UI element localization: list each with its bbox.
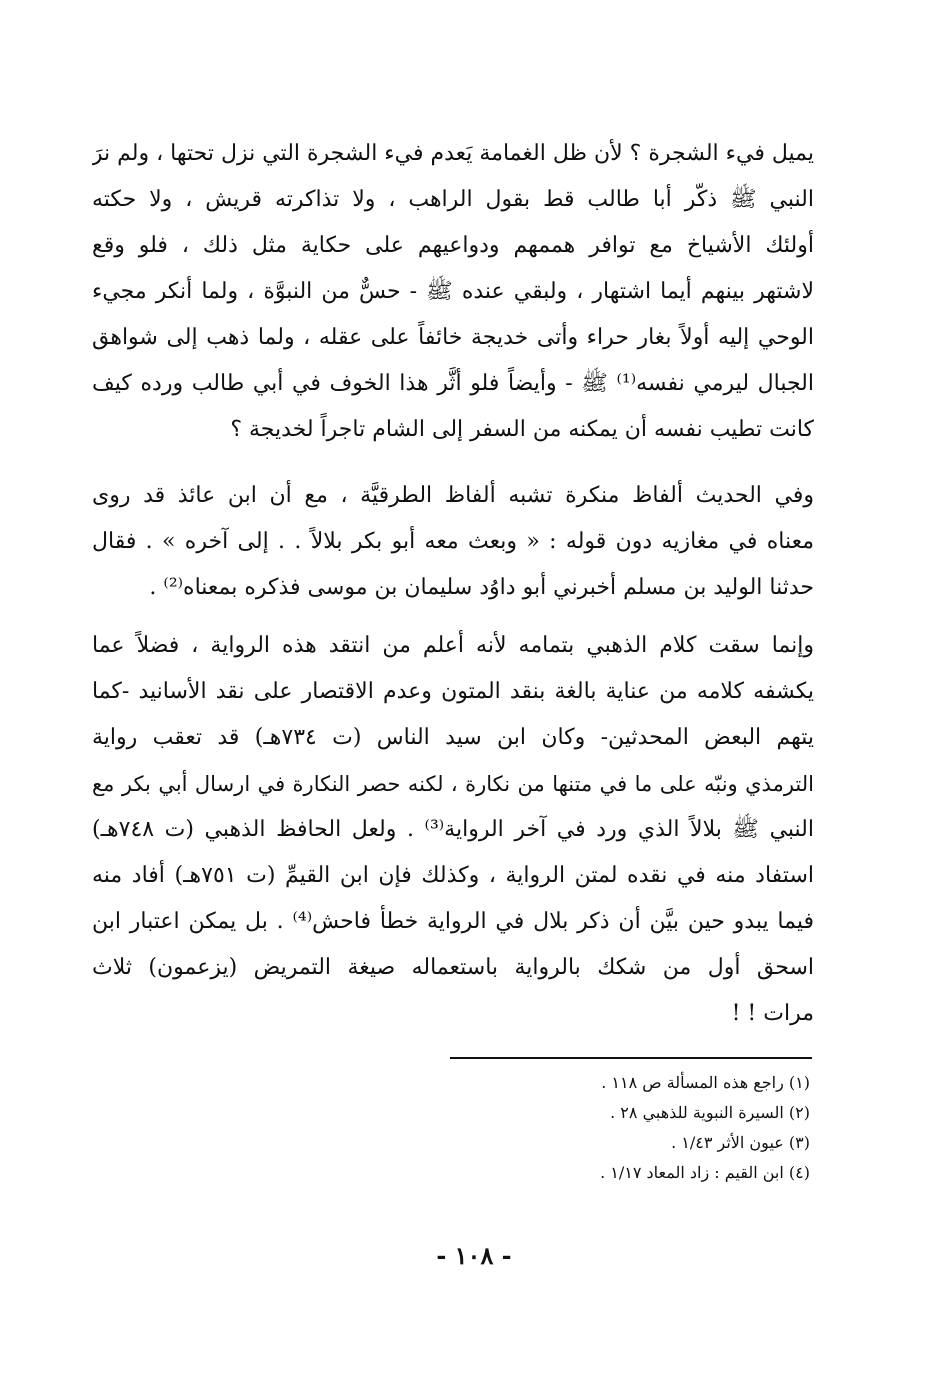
text-line: كانت تطيب نفسه أن يمكنه من السفر إلى الشام تاجراً لخديجة ؟ [230, 417, 814, 442]
text-line: الوحي إليه أولاً بغار حراء وأتى خديجة خائفاً على عقله ، ولما ذهب إلى شواهق [92, 325, 814, 350]
footnote-4: (٤) ابن القيم : زاد المعاد ١/١٧ . [600, 1163, 810, 1182]
text-line: مرات ! ! [731, 1001, 814, 1026]
text-line: معناه في مغازيه دون قوله : « وبعث معه أبو بكر بلالاً . . إلى آخره » . فقال [92, 529, 814, 554]
paragraph-3 [92, 623, 814, 1037]
footnote-1: (١) راجع هذه المسألة ص ١١٨ . [601, 1073, 810, 1092]
page-number: - ١٠٨ - [436, 1241, 512, 1270]
paragraph-2 [92, 473, 814, 611]
text-line: لاشتهر بينهم أيما اشتهار ، ولبقي عنده ﷺ - حسٌّ من النبوَّة ، ولما أنكر مجيء [92, 279, 814, 304]
text-line: يتهم البعض المحدثين- وكان ابن سيد الناس (ت ٧٣٤هـ) قد تعقب رواية [92, 725, 814, 750]
footnotes [400, 1068, 810, 1188]
text-line: الترمذي ونبّه على ما في متنها من نكارة ، لكنه حصر النكارة في ارسال أبي بكر مع [92, 772, 814, 796]
text-line: اسحق أول من شكك بالرواية باستعماله صيغة التمريض (يزعمون) ثلاث [92, 955, 814, 980]
text-line: حدثنا الوليد بن مسلم أخبرني أبو داوُد سليمان بن موسى فذكره بمعناه⁽²⁾ . [149, 575, 814, 600]
text-line: النبي ﷺ بلالاً الذي ورد في آخر الرواية⁽³⁾ . ولعل الحافظ الذهبي (ت ٧٤٨هـ) [92, 817, 814, 842]
paragraph-1 [92, 131, 814, 453]
text-line: الجبال ليرمي نفسه⁽¹⁾ ﷺ - وأيضاً فلو أثَّر هذا الخوف في أبي طالب ورده كيف [92, 371, 814, 396]
footnote-2: (٢) السيرة النبوية للذهبي ٢٨ . [610, 1103, 810, 1122]
text-line: النبي ﷺ ذكّر أبا طالب قط بقول الراهب ، ولا تذاكرته قريش ، ولا حكته [92, 187, 814, 212]
footnote-3: (٣) عيون الأثر ١/٤٣ . [671, 1133, 810, 1152]
text-line: يميل فيء الشجرة ؟ لأن ظل الغمامة يَعدم فيء الشجرة التي نزل تحتها ، ولم نرَ [92, 141, 814, 166]
text-line: استفاد منه في نقده لمتن الرواية ، وكذلك فإن ابن القيمِّ (ت ٧٥١هـ) أفاد منه [92, 863, 814, 888]
text-line: وفي الحديث ألفاظ منكرة تشبه ألفاظ الطرقيَّة ، مع أن ابن عائذ قد روى [92, 483, 814, 508]
text-line: فيما يبدو حين بيَّن أن ذكر بلال في الرواية خطأ فاحش⁽⁴⁾ . بل يمكن اعتبار ابن [92, 909, 814, 934]
text-line: وإنما سقت كلام الذهبي بتمامه لأنه أعلم من انتقد هذه الرواية ، فضلاً عما [92, 633, 814, 658]
text-line: يكشفه كلامه من عناية بالغة بنقد المتون وعدم الاقتصار على نقد الأسانيد -كما [92, 679, 814, 704]
footnote-divider [450, 1057, 812, 1059]
text-line: أولئك الأشياخ مع توافر هممهم ودواعيهم على حكاية مثل ذلك ، فلو وقع [92, 233, 814, 258]
